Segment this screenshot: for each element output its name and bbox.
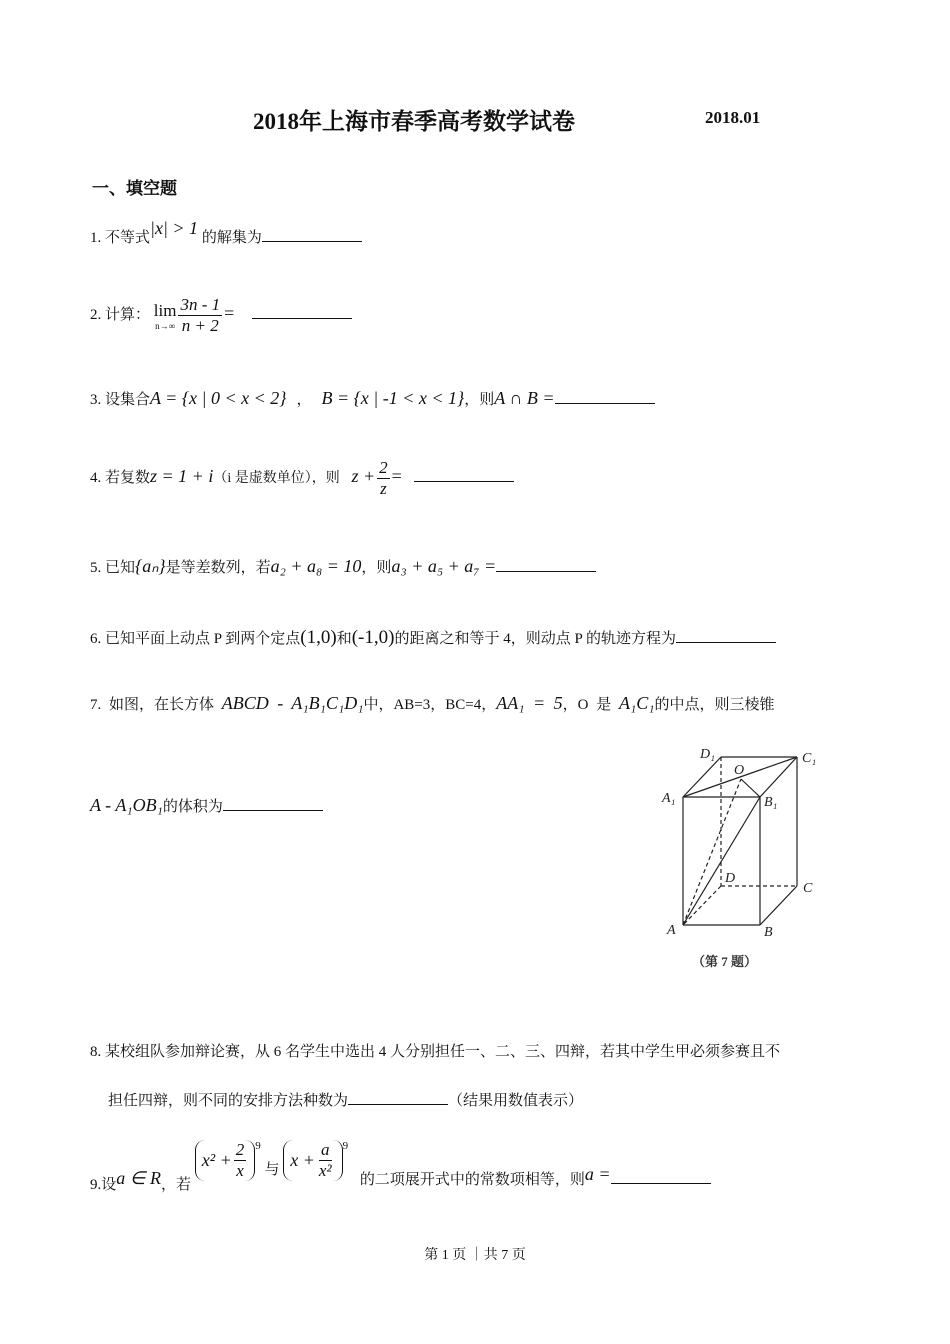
question-5: 5. 已知{aₙ}是等差数列，若a₂ + a₈ = 10，则a₃ + a₅ + a₇ =: [90, 556, 596, 577]
answer-blank[interactable]: [611, 1169, 711, 1184]
cuboid-figure: [650, 740, 850, 985]
figure-caption: （第 7 题）: [692, 954, 758, 969]
page-title: 2018年上海市春季高考数学试卷: [253, 109, 575, 134]
page-footer: 第 1 页 ｜共 7 页: [424, 1248, 526, 1263]
label-D: D: [725, 871, 736, 886]
exam-date: 2018.01: [705, 108, 761, 127]
label-C: C: [803, 881, 813, 896]
label-B: B: [764, 925, 773, 940]
label-A1: A₁: [662, 791, 676, 806]
label-D1: D₁: [700, 747, 715, 762]
question-2: 2. 计算： lim n→∞ $\frac{3n - 1}{n + 2}$ =: [90, 295, 352, 336]
question-4: 4. 若复数z = 1 + i（i 是虚数单位），则 z + $\frac{2}{z}$ =: [90, 458, 514, 499]
answer-blank[interactable]: [555, 389, 655, 404]
answer-blank[interactable]: [496, 557, 596, 572]
label-C1: C₁: [802, 751, 817, 766]
label-A: A: [667, 923, 676, 938]
question-3: 3. 设集合A = {x | 0 < x < 2} ， B = {x | -1 < x < 1}，则A ∩ B =: [90, 388, 655, 409]
question-8-line2: 担任四辩，则不同的安排方法种数为 （结果用数值表示）: [108, 1089, 583, 1110]
question-9: 9.设a ∈ R，若 x² + $\frac{2}{x}$ $^9$ 与 x + $\frac{a}{\text{x²}}$ $^9$ 的二项展开式中的常数项相等，则a =: [90, 1140, 711, 1181]
question-1: 1. 不等式|x| > 1 的解集为: [90, 226, 362, 247]
label-B1: B₁: [764, 795, 778, 810]
answer-blank[interactable]: [223, 796, 323, 811]
answer-blank[interactable]: [676, 628, 776, 643]
answer-blank[interactable]: [414, 467, 514, 482]
label-O: O: [734, 763, 745, 778]
answer-blank[interactable]: [252, 304, 352, 319]
section-heading: 一、填空题: [92, 179, 177, 198]
answer-blank[interactable]: [262, 227, 362, 242]
question-6: 6. 已知平面上动点 P 到两个定点(1,0)和(-1,0)的距离之和等于 4，则动点 P 的轨迹方程为: [90, 627, 776, 649]
question-8: 8. 某校组队参加辩论赛，从 6 名学生中选出 4 人分别担任一、二、三、四辩，若其中学生甲必须参赛且不: [90, 1044, 781, 1060]
question-7-line2: A - A₁OB₁的体积为: [90, 795, 323, 816]
question-7: 7. 如图，在长方体 ABCD - A₁B₁C₁D₁中，AB=3，BC=4，AA₁ = 5，O 是 A₁C₁的中点，则三棱锥: [90, 693, 775, 713]
cuboid-diagram: [650, 740, 850, 980]
answer-blank[interactable]: [348, 1090, 448, 1105]
